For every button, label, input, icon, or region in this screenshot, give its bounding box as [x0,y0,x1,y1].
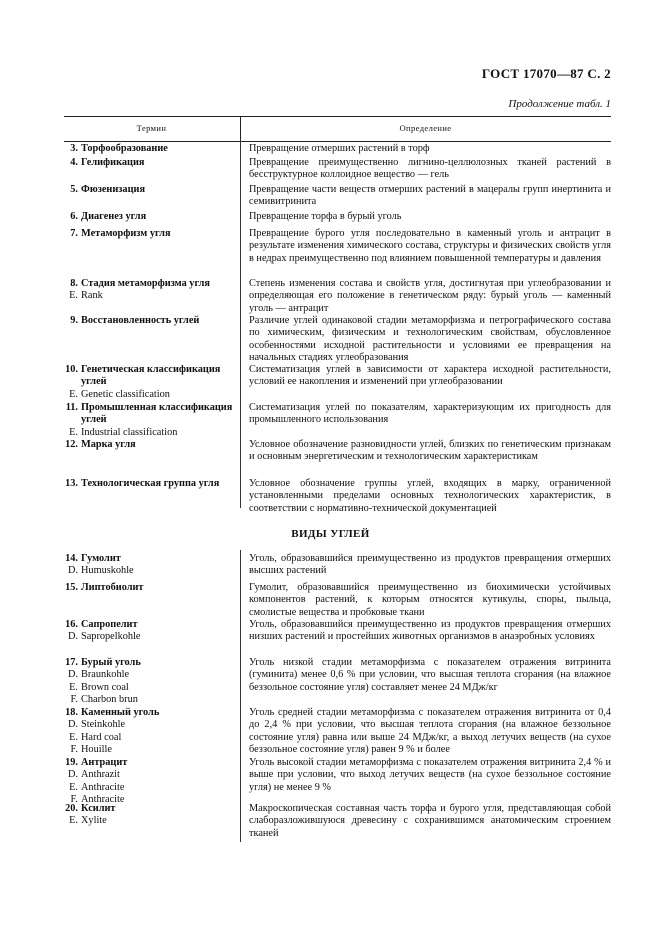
term-number: 17. [65,657,78,668]
section-heading: ВИДЫ УГЛЕЙ [291,528,370,540]
definition-cell: Гумолит, образовавшийся преимущественно из биохимически устойчивых компонентов растений, к которым относятся кутикулы, споры, пыльца, смолистые вещества и пробковые ткани [249,582,611,618]
foreign-term: Humuskohle [81,565,134,577]
term-cell [64,439,236,451]
language-code: F. [70,693,78,705]
term-number: 11. [65,402,78,413]
term-text: Стадия метаморфизма угля [81,278,210,289]
term-number: 19. [65,757,78,768]
foreign-term: Genetic classification [81,388,170,400]
foreign-equivalent [64,769,236,781]
term-name [64,757,236,769]
foreign-term: Anthracite [81,793,125,805]
term-cell [64,315,236,327]
foreign-term: Braunkohle [81,669,130,681]
definition-cell: Условное обозначение разновидности углей, близких по генетическим признакам и основным энергетическим и технологическим характеристикам [249,439,611,463]
foreign-equivalent [64,719,236,731]
foreign-term: Rank [81,290,103,302]
term-text: Фюзенизация [81,184,146,195]
term-cell [64,228,236,240]
term-cell [64,143,236,155]
term-cell [64,278,236,303]
foreign-equivalent [64,631,236,643]
term-name [64,184,236,196]
definition-cell: Систематизация углей в зависимости от характера исходной растительности, условий ее накопления и изменений при углеобразовании [249,364,611,388]
term-number: 4. [70,157,78,168]
term-name [64,315,236,327]
term-number: 20. [65,803,78,814]
term-number: 9. [70,315,78,326]
term-cell [64,619,236,644]
term-name [64,143,236,155]
definition-column-header: Определение [399,123,452,133]
term-text: Восстановленность углей [81,315,200,326]
definition-cell: Уголь, образовавшийся преимущественно из продуктов превращения отмерших низших растений и простейших животных организмов в анаэробных условиях [249,619,611,643]
definition-cell: Уголь средней стадии метаморфизма с показателем отражения витринита от 0,4 до 2,4 % при условии, что высшая теплота сгорания (на влажное беззольное состояние угля) равна или выше 24 МДж/кг, а выход летучих веществ (на сухое беззольное состояние угля) равен 9 % и более [249,707,611,755]
term-cell [64,364,236,401]
term-text: Сапропелит [81,619,138,630]
foreign-equivalent [64,815,236,827]
term-cell [64,553,236,578]
foreign-equivalent [64,782,236,794]
language-code: F. [70,743,78,755]
term-number: 8. [70,278,78,289]
foreign-equivalent [64,290,236,302]
term-cell [64,157,236,169]
term-text: Антрацит [81,757,128,768]
term-text: Гелификация [81,157,145,168]
definition-cell: Уголь высокой стадии метаморфизма с показателем отражения витринита 2,4 % и выше при условии, что выход летучих веществ (на сухое беззольное состояние угля) не менее 9 % [249,757,611,793]
language-code: D. [67,631,78,643]
term-cell [64,582,236,594]
definition-cell: Превращение преимущественно лигнино-целлюлозных тканей растений в бесструктурное коллоидное вещество — гель [249,157,611,181]
term-cell [64,707,236,756]
table-continuation-note: Продолжение табл. 1 [508,98,611,110]
foreign-term: Hard coal [81,731,122,743]
term-number: 6. [70,211,78,222]
term-name [64,582,236,594]
term-name [64,707,236,719]
term-text: Метаморфизм угля [81,228,171,239]
term-number: 12. [65,439,78,450]
language-code: E. [69,815,78,827]
foreign-equivalent [64,427,236,439]
term-name [64,157,236,169]
term-text: Технологическая группа угля [81,478,220,489]
definition-cell: Макроскопическая составная часть торфа и бурого угля, представляющая собой слаборазложившуюся древесину с сохранившимся анатомическим строением тканей [249,803,611,839]
definition-cell: Превращение отмерших растений в торф [249,143,430,154]
foreign-equivalent [64,389,236,401]
term-name [64,278,236,290]
term-text: Каменный уголь [81,707,160,718]
term-name [64,211,236,223]
page-header: ГОСТ 17070—87 С. 2 [481,66,611,81]
term-cell [64,803,236,828]
term-text: Диагенез угля [81,211,147,222]
language-code: D. [67,769,78,781]
foreign-term: Brown coal [81,681,129,693]
term-number: 10. [65,364,78,375]
definition-cell: Степень изменения состава и свойств угля, достигнутая при углеобразовании и определяющая его положение в генетическом ряду: бурый уголь — каменный уголь — антрацит [249,278,611,314]
language-code: E. [69,426,78,438]
term-text: Марка угля [81,439,136,450]
definition-cell: Уголь, образовавшийся преимущественно из продуктов превращения отмерших высших растений [249,553,611,577]
term-cell [64,211,236,223]
foreign-equivalent [64,669,236,681]
table-column-headers [64,116,611,142]
language-code: D. [67,669,78,681]
definition-cell: Превращение торфа в бурый уголь [249,211,402,222]
foreign-term: Anthracite [81,781,125,793]
term-name [64,364,236,389]
term-cell [64,657,236,706]
definition-cell: Превращение части веществ отмерших растений в мацералы групп инертинита и семивитринита [249,184,611,208]
table-column-rule [240,140,241,508]
term-cell [64,478,236,490]
term-name [64,657,236,669]
term-number: 7. [70,228,78,239]
definition-cell: Различие углей одинаковой стадии метаморфизма и петрографического состава по химическим, физическим и технологическим свойствам, обусловленное особенностями исходной растительности и условиями ее превращения на начальных стадиях углеобразования [249,315,611,363]
term-cell [64,757,236,806]
foreign-term: Charbon brun [81,693,138,705]
definition-cell: Систематизация углей по показателям, характеризующим их пригодность для промышленного использования [249,402,611,426]
language-code: E. [69,781,78,793]
foreign-equivalent [64,565,236,577]
term-cell [64,402,236,439]
term-text: Бурый уголь [81,657,141,668]
term-number: 14. [65,553,78,564]
term-number: 3. [70,143,78,154]
foreign-term: Anthrazit [81,769,120,781]
term-name [64,619,236,631]
foreign-term: Sapropelkohle [81,631,141,643]
language-code: E. [69,731,78,743]
foreign-term: Xylite [81,815,107,827]
term-number: 13. [65,478,78,489]
term-column-header: Термин [136,123,167,133]
foreign-equivalent [64,694,236,706]
foreign-equivalent [64,732,236,744]
foreign-equivalent [64,744,236,756]
definition-cell: Условное обозначение группы углей, входящих в марку, ограниченной установленными пределами основных технологических характеристик, в соответствии с нормативно-технической документацией [249,478,611,514]
definition-cell: Превращение бурого угля последовательно в каменный уголь и антрацит в результате изменения химического состава, структуры и физических свойств угля в недрах преимущественно под влиянием повышенной температуры и давления [249,228,611,264]
term-text: Промышленная классификация углей [81,402,233,426]
term-name [64,553,236,565]
language-code: F. [70,793,78,805]
language-code: E. [69,681,78,693]
term-name [64,803,236,815]
term-name [64,478,236,490]
term-text: Ксилит [81,803,116,814]
term-text: Генетическая классификация углей [81,364,221,388]
language-code: E. [69,388,78,400]
language-code: E. [69,290,78,302]
term-name [64,228,236,240]
term-text: Липтобиолит [81,582,144,593]
foreign-term: Steinkohle [81,719,126,731]
term-number: 5. [70,184,78,195]
term-name [64,402,236,427]
term-cell [64,184,236,196]
term-number: 18. [65,707,78,718]
term-text: Гумолит [81,553,121,564]
term-name [64,439,236,451]
language-code: D. [67,565,78,577]
term-text: Торфообразование [81,143,168,154]
foreign-term: Industrial classification [81,426,178,438]
foreign-equivalent [64,682,236,694]
term-number: 16. [65,619,78,630]
definition-cell: Уголь низкой стадии метаморфизма с показателем отражения витринита (гуминита) менее 0,6 % при условии, что высшая теплота сгорания (на влажное беззольное состояние угля) составляет менее 24 МДж/кг [249,657,611,693]
term-number: 15. [65,582,78,593]
language-code: D. [67,719,78,731]
foreign-term: Houille [81,743,112,755]
table-column-rule [240,550,241,842]
